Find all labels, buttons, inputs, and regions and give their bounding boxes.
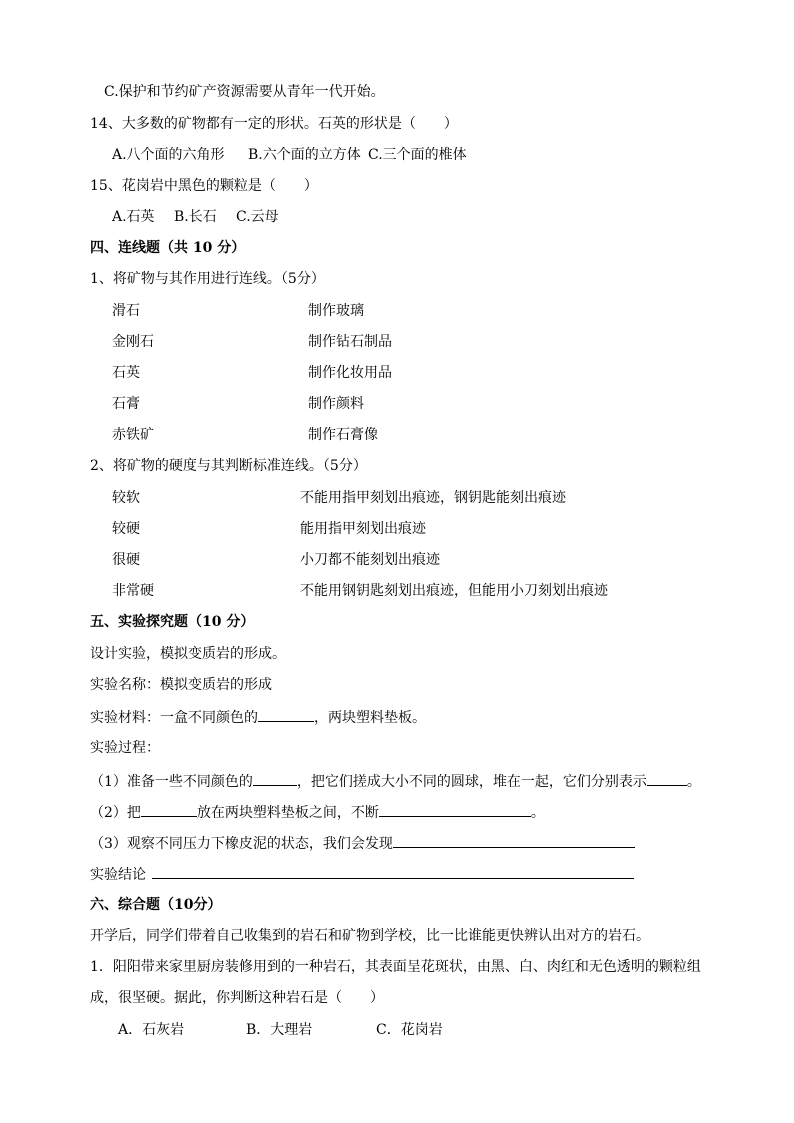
step1-blank-2[interactable] (647, 771, 687, 786)
hardness-item: 较硬 (112, 521, 140, 537)
q14-question: 14、大多数的矿物都有一定的形状。石英的形状是（ ） (90, 116, 458, 132)
section5-title: 五、实验探究题（10 分） (90, 614, 255, 630)
q15-option-b: B.长石 (174, 209, 217, 225)
section6-q1-line2: 成，很坚硬。据此，你判断这种岩石是（ ） (90, 990, 384, 1006)
q15-options (112, 208, 279, 226)
materials-prefix: 实验材料：一盒不同颜色的 (90, 710, 258, 726)
hardness-item: 较软 (112, 490, 140, 506)
hardness-item: 很硬 (112, 552, 140, 568)
experiment-materials (90, 707, 426, 727)
step2-text-a: （2）把 (90, 805, 141, 821)
step1-blank-1[interactable] (253, 771, 297, 786)
mineral-item: 石英 (112, 365, 140, 381)
process-step-2 (90, 802, 545, 822)
process-label: 实验过程： (90, 740, 160, 756)
materials-blank[interactable] (258, 707, 314, 722)
step2-text-b: 放在两块塑料垫板之间，不断 (196, 805, 379, 821)
mineral-item: 赤铁矿 (112, 427, 154, 443)
q14-option-a: A.八个面的六角形 (112, 147, 225, 163)
conclusion-label: 实验结论 (90, 867, 146, 883)
section6-q1-options (118, 1021, 443, 1039)
section6-title: 六、综合题（10分） (90, 897, 222, 913)
q14-options (112, 146, 467, 164)
experiment-name: 实验名称：模拟变质岩的形成 (90, 677, 272, 693)
mineral-item: 滑石 (112, 303, 140, 319)
hardness-item: 非常硬 (112, 583, 154, 599)
step1-text-b: ，把它们搓成大小不同的圆球，堆在一起，它们分别表示 (296, 774, 647, 790)
q14-option-b: B.六个面的立方体 (248, 147, 361, 163)
step3-blank[interactable] (393, 833, 635, 848)
step3-text: （3）观察不同压力下橡皮泥的状态，我们会发现 (90, 836, 393, 852)
process-step-1 (90, 771, 701, 791)
use-item: 制作石膏像 (308, 427, 378, 443)
materials-suffix: ，两块塑料垫板。 (314, 710, 426, 726)
experiment-conclusion (90, 864, 634, 884)
process-step-3 (90, 833, 635, 853)
q13-option-c: C.保护和节约矿产资源需要从青年一代开始。 (104, 84, 385, 100)
section4-q1-title: 1、将矿物与其作用进行连线。（5分） (90, 271, 325, 287)
use-item: 制作钻石制品 (308, 334, 392, 350)
step2-blank-2[interactable] (379, 802, 531, 817)
section5-intro: 设计实验，模拟变质岩的形成。 (90, 646, 286, 662)
mineral-item: 金刚石 (112, 334, 154, 350)
conclusion-blank[interactable] (152, 864, 634, 879)
step1-text-a: （1）准备一些不同颜色的 (90, 774, 253, 790)
criterion-item: 不能用钢钥匙刻划出痕迹，但能用小刀刻划出痕迹 (300, 583, 608, 599)
q15-option-c: C.云母 (236, 209, 279, 225)
q15-option-a: A.石英 (112, 209, 155, 225)
use-item: 制作玻璃 (308, 303, 364, 319)
q15-question: 15、花岗岩中黑色的颗粒是（ ） (90, 178, 318, 194)
criterion-item: 不能用指甲刻划出痕迹，钢钥匙能刻出痕迹 (300, 490, 566, 506)
section4-title: 四、连线题（共 10 分） (90, 240, 246, 256)
section6-intro: 开学后，同学们带着自己收集到的岩石和矿物到学校，比一比谁能更快辨认出对方的岩石。 (90, 928, 650, 944)
criterion-item: 能用指甲刻划出痕迹 (300, 521, 426, 537)
use-item: 制作化妆用品 (308, 365, 392, 381)
step2-blank-1[interactable] (141, 802, 197, 817)
section6-option-a: A．石灰岩 (118, 1022, 185, 1038)
step2-text-c: 。 (530, 805, 545, 821)
mineral-item: 石膏 (112, 396, 140, 412)
section4-q2-title: 2、将矿物的硬度与其判断标准连线。（5分） (90, 458, 367, 474)
section6-option-b: B．大理岩 (246, 1022, 313, 1038)
section6-q1-line1: 1．阳阳带来家里厨房装修用到的一种岩石，其表面呈花斑状，由黑、白、肉红和无色透明的颗粒组 (90, 959, 701, 975)
criterion-item: 小刀都不能刻划出痕迹 (300, 552, 440, 568)
section6-option-c: C．花岗岩 (376, 1022, 443, 1038)
use-item: 制作颜料 (308, 396, 364, 412)
step1-text-c: 。 (686, 774, 701, 790)
q14-option-c: C.三个面的椎体 (368, 147, 467, 163)
